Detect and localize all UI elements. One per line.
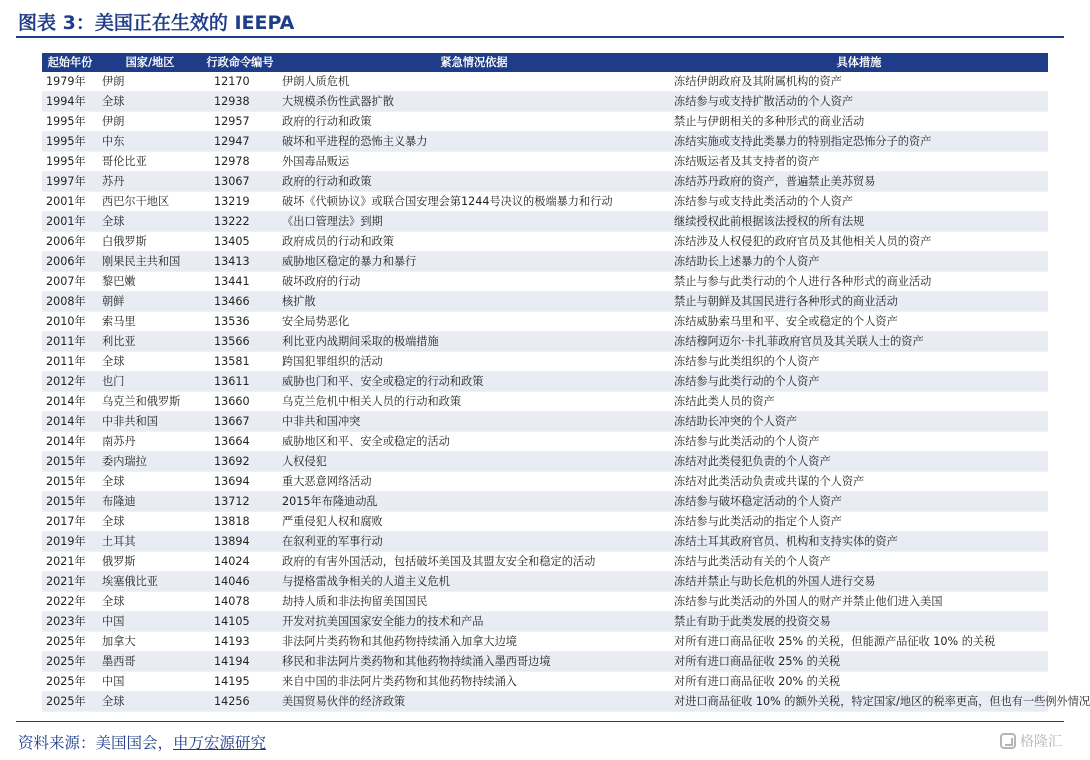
cell-order-number: 14046	[202, 572, 278, 592]
cell-order-number: 14078	[202, 592, 278, 612]
header-measures: 具体措施	[670, 53, 1048, 72]
cell-order-number: 13694	[202, 472, 278, 492]
cell-emergency-basis: 利比亚内战期间采取的极端措施	[278, 332, 670, 352]
header-start-year: 起始年份	[42, 53, 98, 72]
cell-order-number: 13692	[202, 452, 278, 472]
cell-order-number: 12978	[202, 152, 278, 172]
cell-measures: 冻结与此类活动有关的个人资产	[670, 552, 1048, 572]
cell-emergency-basis: 政府成员的行动和政策	[278, 232, 670, 252]
table-row	[42, 212, 1048, 232]
ieepa-table	[42, 53, 1090, 712]
cell-country: 俄罗斯	[98, 552, 202, 572]
table-row	[42, 172, 1048, 192]
cell-order-number: 13441	[202, 272, 278, 292]
cell-country: 全球	[98, 512, 202, 532]
table-row	[42, 412, 1048, 432]
cell-country: 加拿大	[98, 632, 202, 652]
cell-year: 2015年	[42, 472, 98, 492]
table-row	[42, 452, 1048, 472]
cell-emergency-basis: 开发对抗美国国家安全能力的技术和产品	[278, 612, 670, 632]
cell-country: 也门	[98, 372, 202, 392]
cell-country: 中国	[98, 612, 202, 632]
cell-emergency-basis: 政府的行动和政策	[278, 112, 670, 132]
table-row	[42, 552, 1048, 572]
cell-measures: 冻结参与此类活动的指定个人资产	[670, 512, 1048, 532]
cell-emergency-basis: 美国贸易伙伴的经济政策	[278, 692, 670, 712]
cell-measures: 冻结贩运者及其支持者的资产	[670, 152, 1048, 172]
cell-country: 全球	[98, 212, 202, 232]
table-row	[42, 672, 1048, 692]
cell-order-number: 12170	[202, 72, 278, 92]
table-header-row	[42, 53, 1048, 72]
header-emergency-basis: 紧急情况依据	[278, 53, 670, 72]
cell-emergency-basis: 核扩散	[278, 292, 670, 312]
table-body	[42, 72, 1090, 712]
cell-country: 黎巴嫩	[98, 272, 202, 292]
cell-emergency-basis: 政府的行动和政策	[278, 172, 670, 192]
cell-measures: 冻结参与此类活动的外国人的财产并禁止他们进入美国	[670, 592, 1048, 612]
cell-country: 西巴尔干地区	[98, 192, 202, 212]
cell-emergency-basis: 《出口管理法》到期	[278, 212, 670, 232]
cell-measures: 冻结苏丹政府的资产，普遍禁止美苏贸易	[670, 172, 1048, 192]
cell-emergency-basis: 移民和非法阿片类药物和其他药物持续涌入墨西哥边境	[278, 652, 670, 672]
cell-order-number: 13067	[202, 172, 278, 192]
source-note	[18, 731, 266, 753]
cell-emergency-basis: 与提格雷战争相关的人道主义危机	[278, 572, 670, 592]
cell-order-number: 13222	[202, 212, 278, 232]
cell-emergency-basis: 安全局势恶化	[278, 312, 670, 332]
cell-emergency-basis: 威胁地区稳定的暴力和暴行	[278, 252, 670, 272]
cell-country: 中国	[98, 672, 202, 692]
cell-order-number: 14024	[202, 552, 278, 572]
cell-year: 2014年	[42, 392, 98, 412]
cell-year: 2010年	[42, 312, 98, 332]
watermark-text: 格隆汇	[1020, 734, 1062, 750]
cell-order-number: 13667	[202, 412, 278, 432]
cell-measures: 冻结参与此类活动的个人资产	[670, 432, 1048, 452]
cell-emergency-basis: 大规模杀伤性武器扩散	[278, 92, 670, 112]
cell-year: 2014年	[42, 432, 98, 452]
cell-country: 全球	[98, 92, 202, 112]
cell-year: 2014年	[42, 412, 98, 432]
cell-year: 2025年	[42, 672, 98, 692]
cell-order-number: 14256	[202, 692, 278, 712]
cell-order-number: 13660	[202, 392, 278, 412]
cell-emergency-basis: 劫持人质和非法拘留美国国民	[278, 592, 670, 612]
cell-emergency-basis: 破坏《代顿协议》或联合国安理会第1244号决议的极端暴力和行动	[278, 192, 670, 212]
cell-year: 2025年	[42, 692, 98, 712]
watermark	[1000, 731, 1062, 751]
table-row	[42, 152, 1048, 172]
cell-measures: 冻结涉及人权侵犯的政府官员及其他相关人员的资产	[670, 232, 1048, 252]
cell-year: 1995年	[42, 112, 98, 132]
cell-year: 2011年	[42, 332, 98, 352]
cell-order-number: 14195	[202, 672, 278, 692]
source-link[interactable]: 申万宏源研究	[173, 734, 267, 752]
cell-country: 哥伦比亚	[98, 152, 202, 172]
cell-measures: 对所有进口商品征收 25% 的关税	[670, 652, 1048, 672]
table-row	[42, 192, 1048, 212]
cell-order-number: 13664	[202, 432, 278, 452]
cell-measures: 冻结实施或支持此类暴力的特别指定恐怖分子的资产	[670, 132, 1048, 152]
table-row	[42, 432, 1048, 452]
cell-measures: 对所有进口商品征收 20% 的关税	[670, 672, 1048, 692]
cell-country: 乌克兰和俄罗斯	[98, 392, 202, 412]
cell-measures: 冻结助长冲突的个人资产	[670, 412, 1048, 432]
cell-emergency-basis: 非法阿片类药物和其他药物持续涌入加拿大边境	[278, 632, 670, 652]
cell-measures: 冻结助长上述暴力的个人资产	[670, 252, 1048, 272]
cell-measures: 冻结威胁索马里和平、安全或稳定的个人资产	[670, 312, 1048, 332]
table-row	[42, 312, 1048, 332]
cell-year: 2015年	[42, 492, 98, 512]
table-row	[42, 472, 1048, 492]
cell-measures: 冻结参与此类行动的个人资产	[670, 372, 1048, 392]
cell-year: 2008年	[42, 292, 98, 312]
cell-measures: 冻结参与破坏稳定活动的个人资产	[670, 492, 1048, 512]
cell-emergency-basis: 人权侵犯	[278, 452, 670, 472]
cell-order-number: 12957	[202, 112, 278, 132]
page-title: 图表 3：美国正在生效的 IEEPA	[18, 12, 295, 34]
cell-emergency-basis: 来自中国的非法阿片类药物和其他药物持续涌入	[278, 672, 670, 692]
cell-emergency-basis: 威胁也门和平、安全或稳定的行动和政策	[278, 372, 670, 392]
cell-year: 1994年	[42, 92, 98, 112]
cell-emergency-basis: 外国毒品贩运	[278, 152, 670, 172]
cell-year: 1997年	[42, 172, 98, 192]
cell-year: 2007年	[42, 272, 98, 292]
cell-emergency-basis: 2015年布隆迪动乱	[278, 492, 670, 512]
cell-emergency-basis: 威胁地区和平、安全或稳定的活动	[278, 432, 670, 452]
cell-measures: 冻结此类人员的资产	[670, 392, 1048, 412]
table-row	[42, 272, 1048, 292]
cell-country: 委内瑞拉	[98, 452, 202, 472]
cell-emergency-basis: 乌克兰危机中相关人员的行动和政策	[278, 392, 670, 412]
cell-order-number: 13536	[202, 312, 278, 332]
cell-year: 2023年	[42, 612, 98, 632]
cell-country: 白俄罗斯	[98, 232, 202, 252]
source-prefix: 资料来源：美国国会，	[18, 734, 174, 752]
table-row	[42, 572, 1048, 592]
cell-order-number: 12938	[202, 92, 278, 112]
table-row	[42, 252, 1048, 272]
cell-measures: 禁止与朝鲜及其国民进行各种形式的商业活动	[670, 292, 1048, 312]
cell-measures: 对进口商品征收 10% 的额外关税，特定国家/地区的税率更高，但也有一些例外情况	[670, 692, 1048, 712]
table-row	[42, 332, 1048, 352]
cell-order-number: 13219	[202, 192, 278, 212]
cell-emergency-basis: 伊朗人质危机	[278, 72, 670, 92]
table-row	[42, 232, 1048, 252]
cell-measures: 冻结土耳其政府官员、机构和支持实体的资产	[670, 532, 1048, 552]
footer-divider	[16, 721, 1064, 722]
table-row	[42, 652, 1048, 672]
cell-country: 中非共和国	[98, 412, 202, 432]
cell-measures: 冻结对此类活动负责或共谋的个人资产	[670, 472, 1048, 492]
cell-year: 2006年	[42, 252, 98, 272]
cell-country: 墨西哥	[98, 652, 202, 672]
cell-measures: 冻结穆阿迈尔·卡扎菲政府官员及其关联人士的资产	[670, 332, 1048, 352]
cell-measures: 继续授权此前根据该法授权的所有法规	[670, 212, 1048, 232]
cell-year: 2025年	[42, 652, 98, 672]
header-country: 国家/地区	[98, 53, 202, 72]
cell-order-number: 13712	[202, 492, 278, 512]
cell-order-number: 14193	[202, 632, 278, 652]
cell-order-number: 12947	[202, 132, 278, 152]
cell-year: 2001年	[42, 192, 98, 212]
cell-country: 伊朗	[98, 112, 202, 132]
cell-country: 利比亚	[98, 332, 202, 352]
header-order-number: 行政命令编号	[202, 53, 278, 72]
cell-measures: 冻结参与此类组织的个人资产	[670, 352, 1048, 372]
cell-country: 苏丹	[98, 172, 202, 192]
cell-year: 2012年	[42, 372, 98, 392]
cell-year: 2001年	[42, 212, 98, 232]
cell-measures: 冻结并禁止与助长危机的外国人进行交易	[670, 572, 1048, 592]
cell-order-number: 13894	[202, 532, 278, 552]
table-row	[42, 72, 1048, 92]
cell-year: 2021年	[42, 552, 98, 572]
cell-country: 土耳其	[98, 532, 202, 552]
cell-emergency-basis: 跨国犯罪组织的活动	[278, 352, 670, 372]
cell-year: 1979年	[42, 72, 98, 92]
title-divider	[16, 36, 1064, 38]
cell-country: 索马里	[98, 312, 202, 332]
cell-country: 朝鲜	[98, 292, 202, 312]
cell-measures: 冻结伊朗政府及其附属机构的资产	[670, 72, 1048, 92]
cell-measures: 对所有进口商品征收 25% 的关税，但能源产品征收 10% 的关税	[670, 632, 1048, 652]
cell-country: 埃塞俄比亚	[98, 572, 202, 592]
cell-order-number: 13413	[202, 252, 278, 272]
cell-year: 2006年	[42, 232, 98, 252]
table-row	[42, 92, 1048, 112]
cell-order-number: 13818	[202, 512, 278, 532]
cell-year: 2011年	[42, 352, 98, 372]
cell-country: 全球	[98, 592, 202, 612]
cell-measures: 冻结参与或支持此类活动的个人资产	[670, 192, 1048, 212]
cell-measures: 禁止与伊朗相关的多种形式的商业活动	[670, 112, 1048, 132]
cell-year: 1995年	[42, 152, 98, 172]
table-row	[42, 592, 1048, 612]
table-row	[42, 392, 1048, 412]
table-row	[42, 612, 1048, 632]
cell-country: 南苏丹	[98, 432, 202, 452]
table-row	[42, 632, 1048, 652]
cell-measures: 禁止有助于此类发展的投资交易	[670, 612, 1048, 632]
table-row	[42, 352, 1048, 372]
table-row	[42, 112, 1048, 132]
cell-year: 2021年	[42, 572, 98, 592]
table-row	[42, 692, 1048, 712]
cell-order-number: 13466	[202, 292, 278, 312]
cell-country: 布隆迪	[98, 492, 202, 512]
cell-order-number: 13581	[202, 352, 278, 372]
table-row	[42, 132, 1048, 152]
cell-emergency-basis: 中非共和国冲突	[278, 412, 670, 432]
watermark-logo-icon	[1000, 733, 1016, 749]
cell-country: 全球	[98, 692, 202, 712]
cell-country: 刚果民主共和国	[98, 252, 202, 272]
table-row	[42, 292, 1048, 312]
cell-country: 全球	[98, 352, 202, 372]
cell-order-number: 13405	[202, 232, 278, 252]
table-row	[42, 512, 1048, 532]
cell-measures: 冻结对此类侵犯负责的个人资产	[670, 452, 1048, 472]
table-row	[42, 492, 1048, 512]
cell-year: 2025年	[42, 632, 98, 652]
cell-order-number: 14105	[202, 612, 278, 632]
cell-country: 中东	[98, 132, 202, 152]
cell-order-number: 13566	[202, 332, 278, 352]
table-row	[42, 532, 1048, 552]
cell-emergency-basis: 严重侵犯人权和腐败	[278, 512, 670, 532]
cell-year: 2019年	[42, 532, 98, 552]
table-row	[42, 372, 1048, 392]
cell-country: 全球	[98, 472, 202, 492]
cell-emergency-basis: 破坏和平进程的恐怖主义暴力	[278, 132, 670, 152]
cell-emergency-basis: 重大恶意网络活动	[278, 472, 670, 492]
cell-year: 2017年	[42, 512, 98, 532]
cell-emergency-basis: 破坏政府的行动	[278, 272, 670, 292]
cell-emergency-basis: 在叙利亚的军事行动	[278, 532, 670, 552]
cell-year: 2015年	[42, 452, 98, 472]
cell-year: 1995年	[42, 132, 98, 152]
cell-order-number: 14194	[202, 652, 278, 672]
cell-country: 伊朗	[98, 72, 202, 92]
cell-measures: 冻结参与或支持扩散活动的个人资产	[670, 92, 1048, 112]
cell-year: 2022年	[42, 592, 98, 612]
cell-emergency-basis: 政府的有害外国活动，包括破坏美国及其盟友安全和稳定的活动	[278, 552, 670, 572]
cell-order-number: 13611	[202, 372, 278, 392]
cell-measures: 禁止与参与此类行动的个人进行各种形式的商业活动	[670, 272, 1048, 292]
